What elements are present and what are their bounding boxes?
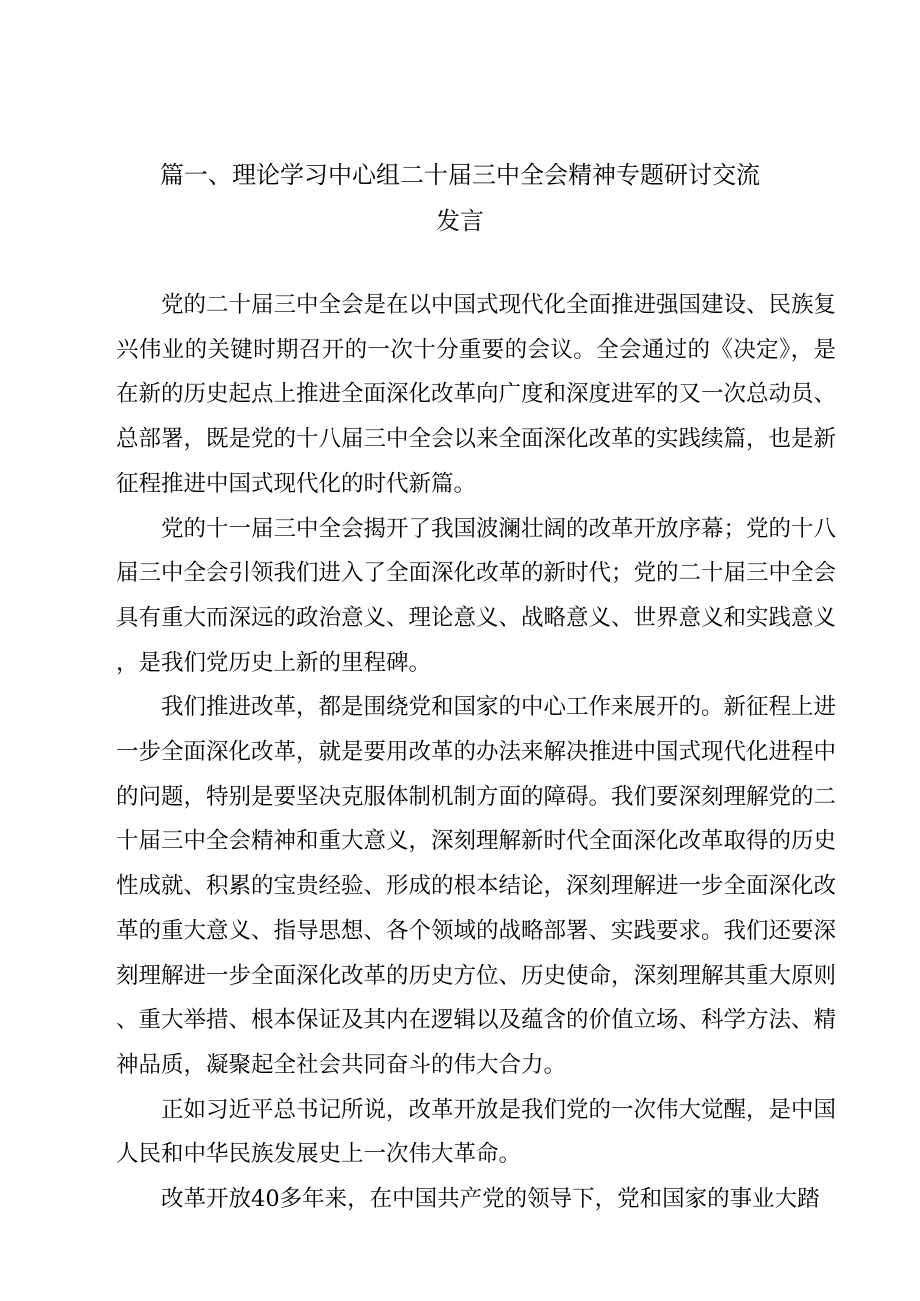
title-line-1: 篇一、理论学习中心组二十届三中全会精神专题研讨交流 xyxy=(160,161,760,189)
paragraph-5: 改革开放40多年来，在中国共产党的领导下，党和国家的事业大踏 xyxy=(161,1186,820,1213)
paragraph-4: 正如习近平总书记所说，改革开放是我们党的一次伟大觉醒，是中国人民和中华民族发展史上一次伟大革命。 xyxy=(116,1096,837,1168)
paragraph-3: 我们推进改革，都是围绕党和国家的中心工作来展开的。新征程上进一步全面深化改革，就是要用改革的办法来解决推进中国式现代化进程中的问题，特别是要坚决克服体制机制方面的障碍。我们要深刻理解党的二十届三中全会精神和重大意义，深刻理解新时代全面深化改革取得的历史性成就、积累的宝贵经验、形成的根本结论，深刻理解进一步全面深化改革的重大意义、指导思想、各个领域的战略部署、实践要求。我们还要深刻理解进一步全面深化改革的历史方位、历史使命，深刻理解其重大原则、重大举措、根本保证及其内在逻辑以及蕴含的价值立场、科学方法、精神品质，凝聚起全社会共同奋斗的伟大合力。 xyxy=(116,694,837,1078)
document-body xyxy=(116,283,836,1222)
title-line-2: 发言 xyxy=(436,207,484,235)
paragraph-1: 党的二十届三中全会是在以中国式现代化全面推进强国建设、民族复兴伟业的关键时期召开的一次十分重要的会议。全会通过的《决定》，是在新的历史起点上推进全面深化改革向广度和深度进军的又一次总动员、总部署，既是党的十八届三中全会以来全面深化改革的实践续篇，也是新征程推进中国式现代化的时代新篇。 xyxy=(116,292,837,497)
paragraph-2: 党的十一届三中全会揭开了我国波澜壮阔的改革开放序幕；党的十八届三中全会引领我们进入了全面深化改革的新时代；党的二十届三中全会具有重大而深远的政治意义、理论意义、战略意义、世界意义和实践意义，是我们党历史上新的里程碑。 xyxy=(116,515,837,676)
document-title xyxy=(110,152,810,244)
